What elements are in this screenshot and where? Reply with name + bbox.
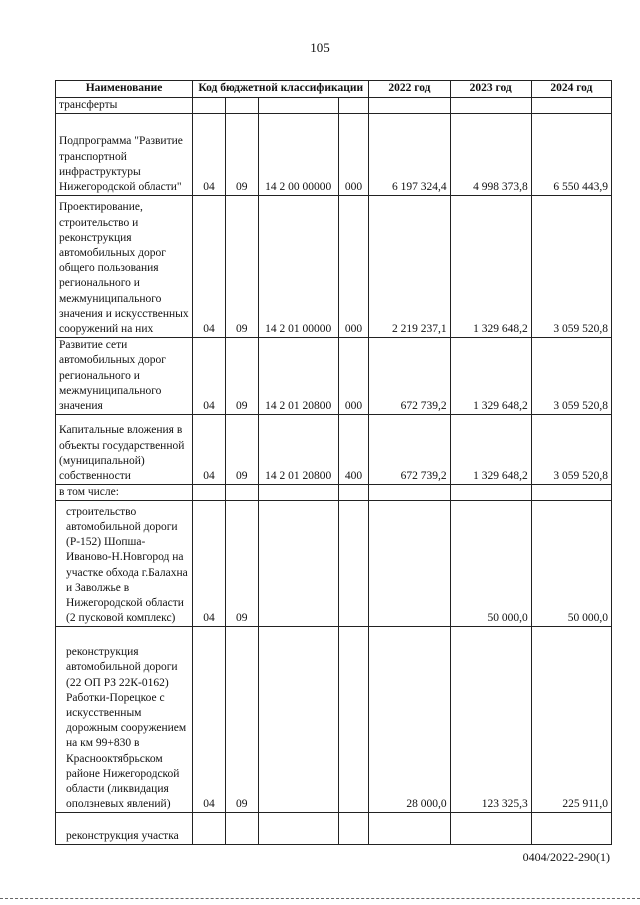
cell-2023: 1 329 648,2	[450, 338, 531, 415]
cell-subsection	[225, 485, 258, 501]
cell-subsection: 09	[225, 415, 258, 485]
cell-2024: 6 550 443,9	[531, 114, 611, 196]
cell-subsection	[225, 813, 258, 845]
cell-expense-type: 000	[338, 196, 369, 338]
cell-subsection: 09	[225, 627, 258, 813]
document-code: 0404/2022-290(1)	[522, 850, 610, 864]
row-name: Развитие сети автомобильных дорог регионального и межмуниципального значения	[56, 338, 193, 415]
row-name: реконструкция автомобильной дороги (22 ОП РЗ 22К-0162) Работки-Порецкое с искусственным дорожным сооружением на км 99+830 в Краснооктябрьском районе Нижегородской области (ликвидация оползневых явлений)	[56, 627, 193, 813]
cell-2024	[531, 485, 611, 501]
cell-2024: 225 911,0	[531, 627, 611, 813]
table-row	[56, 485, 612, 501]
cell-2023: 4 998 373,8	[450, 114, 531, 196]
cell-section	[193, 813, 226, 845]
cell-2022: 672 739,2	[369, 338, 450, 415]
header-name: Наименование	[56, 81, 193, 98]
cell-section: 04	[193, 627, 226, 813]
cell-expense-type: 000	[338, 114, 369, 196]
cell-2022: 2 219 237,1	[369, 196, 450, 338]
cell-section: 04	[193, 501, 226, 627]
cell-expense-type	[338, 98, 369, 114]
cell-section: 04	[193, 196, 226, 338]
table-row	[56, 813, 612, 845]
header-code: Код бюджетной классификации	[193, 81, 369, 98]
cell-expense-type: 400	[338, 415, 369, 485]
cell-target-article: 14 2 01 20800	[258, 338, 338, 415]
row-name: Проектирование, строительство и реконструкция автомобильных дорог общего пользования регионального и межмуниципального значения и искусственных сооружений на них	[56, 196, 193, 338]
cell-subsection: 09	[225, 338, 258, 415]
cell-2023	[450, 98, 531, 114]
cell-subsection: 09	[225, 501, 258, 627]
cell-section: 04	[193, 338, 226, 415]
row-name: Капитальные вложения в объекты государственной (муниципальной) собственности	[56, 415, 193, 485]
cell-2024	[531, 98, 611, 114]
row-name: реконструкция участка	[56, 813, 193, 845]
table-row	[56, 415, 612, 485]
table-row	[56, 98, 612, 114]
cell-2023: 50 000,0	[450, 501, 531, 627]
cell-target-article: 14 2 01 20800	[258, 415, 338, 485]
cell-2023: 1 329 648,2	[450, 196, 531, 338]
cell-2024: 3 059 520,8	[531, 338, 611, 415]
cell-expense-type	[338, 627, 369, 813]
row-name: трансферты	[56, 98, 193, 114]
cell-section	[193, 485, 226, 501]
cell-2024: 3 059 520,8	[531, 196, 611, 338]
cell-2022: 672 739,2	[369, 415, 450, 485]
cell-target-article	[258, 485, 338, 501]
cell-2023: 123 325,3	[450, 627, 531, 813]
cell-target-article: 14 2 00 00000	[258, 114, 338, 196]
cell-section: 04	[193, 114, 226, 196]
cell-target-article: 14 2 01 00000	[258, 196, 338, 338]
header-2023: 2023 год	[450, 81, 531, 98]
cell-2023: 1 329 648,2	[450, 415, 531, 485]
cell-expense-type	[338, 501, 369, 627]
bottom-divider	[0, 898, 640, 899]
header-2024: 2024 год	[531, 81, 611, 98]
table-header-row	[56, 81, 612, 98]
table-row	[56, 196, 612, 338]
cell-expense-type: 000	[338, 338, 369, 415]
cell-target-article	[258, 813, 338, 845]
cell-subsection: 09	[225, 196, 258, 338]
header-2022: 2022 год	[369, 81, 450, 98]
budget-table	[55, 80, 612, 845]
cell-2022	[369, 485, 450, 501]
row-name: Подпрограмма "Развитие транспортной инфраструктуры Нижегородской области"	[56, 114, 193, 196]
cell-2022	[369, 813, 450, 845]
cell-target-article	[258, 501, 338, 627]
row-name: в том числе:	[56, 485, 193, 501]
cell-section	[193, 98, 226, 114]
cell-2024	[531, 813, 611, 845]
cell-expense-type	[338, 485, 369, 501]
cell-2023	[450, 813, 531, 845]
cell-2022: 28 000,0	[369, 627, 450, 813]
cell-2024: 50 000,0	[531, 501, 611, 627]
cell-target-article	[258, 98, 338, 114]
row-name: строительство автомобильной дороги (Р-152) Шопша-Иваново-Н.Новгород на участке обхода г.Балахна и Заволжье в Нижегородской области (2 пусковой комплекс)	[56, 501, 193, 627]
table-row	[56, 627, 612, 813]
cell-2023	[450, 485, 531, 501]
cell-2022	[369, 501, 450, 627]
cell-subsection	[225, 98, 258, 114]
cell-2022: 6 197 324,4	[369, 114, 450, 196]
cell-2022	[369, 98, 450, 114]
page-number: 105	[310, 40, 330, 55]
table-row	[56, 501, 612, 627]
cell-target-article	[258, 627, 338, 813]
cell-section: 04	[193, 415, 226, 485]
table-row	[56, 114, 612, 196]
cell-expense-type	[338, 813, 369, 845]
cell-subsection: 09	[225, 114, 258, 196]
cell-2024: 3 059 520,8	[531, 415, 611, 485]
table-row	[56, 338, 612, 415]
